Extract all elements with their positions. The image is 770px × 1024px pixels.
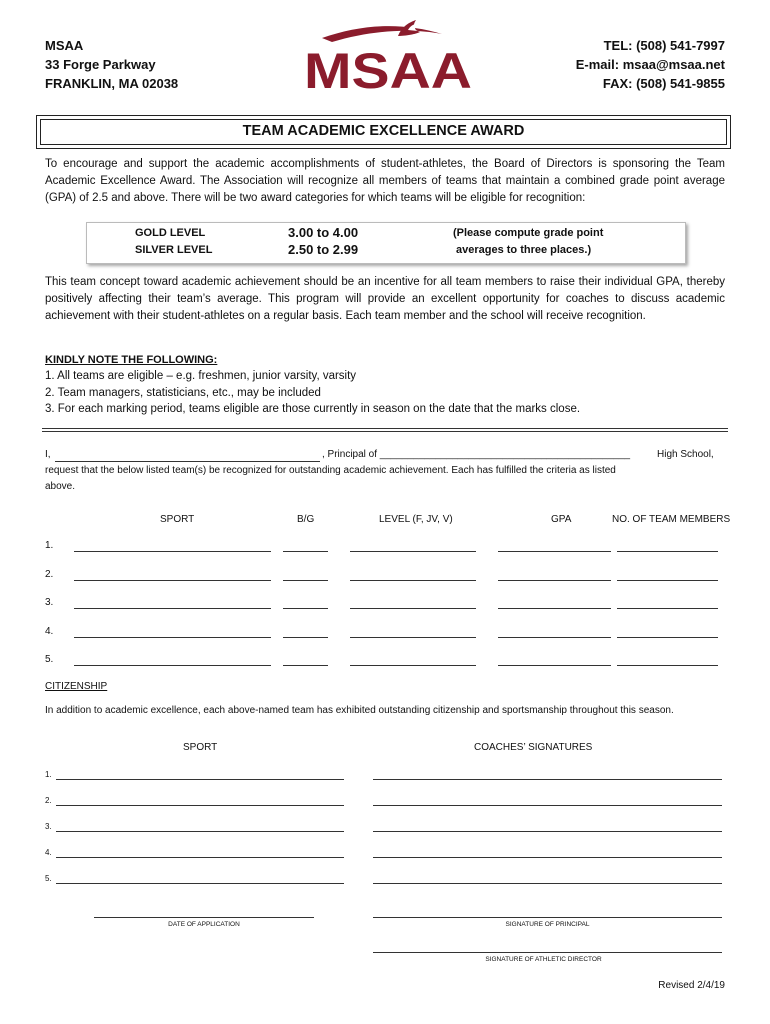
- members-field[interactable]: [617, 580, 718, 581]
- sport-field[interactable]: [74, 551, 271, 552]
- sport-field[interactable]: [74, 665, 271, 666]
- principal-signature-field[interactable]: [373, 917, 722, 918]
- contact-email: E-mail: msaa@msaa.net: [575, 57, 725, 72]
- request-line3: above.: [45, 481, 76, 492]
- gpa-field[interactable]: [498, 608, 611, 609]
- intro-paragraph: To encourage and support the academic accomplishments of student-athletes, the Board of Directors is sponsoring the Team Academic Excellence Award. The Association will recognize all members of teams that maintain a combined grade point average (GPA) of 2.5 and above. There will be two award categories for which teams will be eligible for recognition:: [45, 158, 725, 204]
- team-row-number: 5.: [45, 654, 54, 665]
- members-field[interactable]: [617, 665, 718, 666]
- cit-row-number: 5.: [45, 874, 52, 883]
- logo-text: MSAA: [304, 43, 472, 94]
- bg-field[interactable]: [283, 580, 328, 581]
- contact-info: [576, 36, 725, 93]
- col-bg: B/G: [297, 514, 315, 525]
- team-row-number: 1.: [45, 540, 54, 551]
- msaa-logo: [302, 20, 474, 94]
- level-field[interactable]: [350, 665, 476, 666]
- athletic-director-signature-field[interactable]: [373, 952, 722, 953]
- date-of-application-field[interactable]: [94, 917, 314, 918]
- bg-field[interactable]: [283, 551, 328, 552]
- col-sport: SPORT: [160, 514, 195, 525]
- notes-heading: KINDLY NOTE THE FOLLOWING:: [45, 354, 218, 366]
- org-city: FRANKLIN, MA 02038: [45, 76, 179, 91]
- revised-date: Revised 2/4/19: [658, 980, 725, 991]
- request-principal: , Principal of _____________________________________________: [322, 449, 631, 460]
- coach-signature-field[interactable]: [373, 857, 722, 858]
- bg-field[interactable]: [283, 637, 328, 638]
- cit-row-number: 3.: [45, 822, 52, 831]
- coach-signature-field[interactable]: [373, 805, 722, 806]
- citizenship-col-coaches: COACHES’ SIGNATURES: [474, 742, 593, 753]
- sport-field[interactable]: [74, 580, 271, 581]
- notes-item-1: 1. All teams are eligible – e.g. freshmen, junior varsity, varsity: [45, 370, 357, 382]
- col-gpa: GPA: [551, 514, 572, 525]
- col-level: LEVEL (F, JV, V): [379, 514, 453, 525]
- gpa-field[interactable]: [498, 551, 611, 552]
- date-of-application-label: DATE OF APPLICATION: [168, 921, 240, 928]
- level-field[interactable]: [350, 551, 476, 552]
- principal-signature-label: SIGNATURE OF PRINCIPAL: [505, 921, 590, 928]
- gpa-field[interactable]: [498, 637, 611, 638]
- request-i: I,: [45, 449, 51, 460]
- gpa-field[interactable]: [498, 665, 611, 666]
- org-name: MSAA: [45, 38, 84, 53]
- gpa-note-line1: (Please compute grade point: [453, 227, 604, 239]
- cit-sport-field[interactable]: [56, 857, 344, 858]
- silver-level-label: SILVER LEVEL: [135, 244, 213, 256]
- cit-row-number: 1.: [45, 770, 52, 779]
- cit-row-number: 4.: [45, 848, 52, 857]
- request-high-school: High School,: [657, 449, 714, 460]
- team-row-number: 2.: [45, 569, 54, 580]
- coach-signature-field[interactable]: [373, 831, 722, 832]
- contact-fax: FAX: (508) 541-9855: [602, 76, 725, 91]
- gold-level-range: 3.00 to 4.00: [288, 225, 359, 240]
- bg-field[interactable]: [283, 665, 328, 666]
- cit-sport-field[interactable]: [56, 779, 344, 780]
- level-field[interactable]: [350, 637, 476, 638]
- sport-field[interactable]: [74, 637, 271, 638]
- team-row-number: 4.: [45, 626, 54, 637]
- cit-row-number: 2.: [45, 796, 52, 805]
- citizenship-text: In addition to academic excellence, each above-named team has exhibited outstanding citizenship and sportsmanship throughout this season.: [45, 705, 674, 716]
- level-field[interactable]: [350, 580, 476, 581]
- cit-sport-field[interactable]: [56, 883, 344, 884]
- cit-sport-field[interactable]: [56, 831, 344, 832]
- athletic-director-signature-label: SIGNATURE OF ATHLETIC DIRECTOR: [485, 956, 602, 963]
- citizenship-heading: CITIZENSHIP: [45, 681, 108, 692]
- page-title: TEAM ACADEMIC EXCELLENCE AWARD: [242, 123, 525, 139]
- sport-field[interactable]: [74, 608, 271, 609]
- team-row-number: 3.: [45, 597, 54, 608]
- notes-item-3: 3. For each marking period, teams eligible are those currently in season on the date that the marks close.: [45, 403, 581, 415]
- silver-level-range: 2.50 to 2.99: [288, 242, 359, 257]
- citizenship-col-sport: SPORT: [183, 742, 218, 753]
- org-address: [45, 36, 178, 93]
- coach-signature-field[interactable]: [373, 883, 722, 884]
- name-field-line[interactable]: [55, 461, 320, 462]
- gpa-note-line2: averages to three places.): [456, 244, 592, 256]
- members-field[interactable]: [617, 551, 718, 552]
- gold-level-label: GOLD LEVEL: [135, 227, 206, 239]
- bg-field[interactable]: [283, 608, 328, 609]
- col-team-members: NO. OF TEAM MEMBERS: [612, 514, 731, 525]
- members-field[interactable]: [617, 608, 718, 609]
- concept-paragraph: This team concept toward academic achievement should be an incentive for all team members to raise their individual GPA, thereby positively affecting their team’s average. This program will provide an excellent opportunity for coaches to discuss academic achievement with their student-athletes on a regular basis. Each team member and the school will receive recognition.: [45, 276, 725, 322]
- contact-tel: TEL: (508) 541-7997: [603, 38, 725, 53]
- members-field[interactable]: [617, 637, 718, 638]
- org-street: 33 Forge Parkway: [45, 57, 156, 72]
- notes-item-2: 2. Team managers, statisticians, etc., may be included: [45, 387, 321, 399]
- cit-sport-field[interactable]: [56, 805, 344, 806]
- gpa-field[interactable]: [498, 580, 611, 581]
- request-line2: request that the below listed team(s) be recognized for outstanding academic achievement. Each has fulfilled the criteria as listed: [45, 465, 616, 476]
- section-divider: [42, 428, 728, 432]
- coach-signature-field[interactable]: [373, 779, 722, 780]
- level-field[interactable]: [350, 608, 476, 609]
